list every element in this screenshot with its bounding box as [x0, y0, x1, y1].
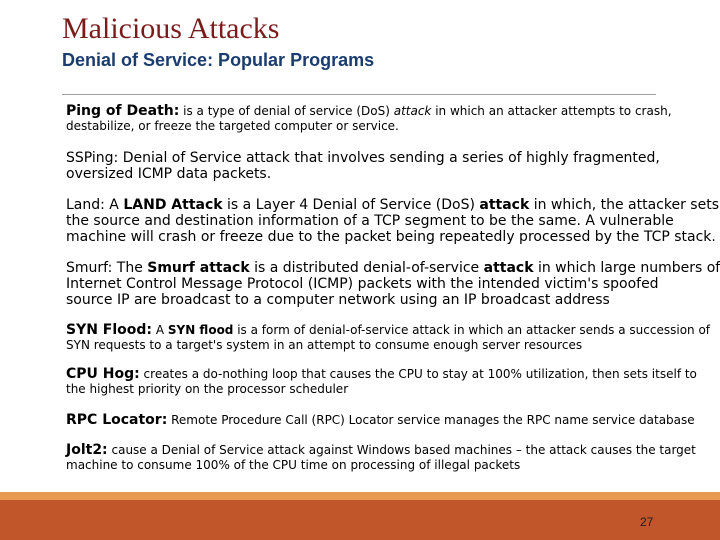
item-term: SSPing:	[66, 150, 119, 166]
divider-line	[62, 94, 656, 95]
item-ping-of-death: Ping of Death: is a type of denial of service (DoS) attack in which an attacker attempts to crash, destabilize, or freeze the targeted computer or service.	[66, 103, 672, 133]
slide-subtitle: Denial of Service: Popular Programs	[62, 50, 375, 70]
item-rpc-locator: RPC Locator: Remote Procedure Call (RPC) Locator service manages the RPC name service database	[66, 412, 695, 428]
item-term: Jolt2:	[66, 442, 108, 458]
item-land: Land: A LAND Attack is a Layer 4 Denial of Service (DoS) attack in which, the attacker sets the source and destination information of a TCP segment to be the same. A vulnerable machine will crash or freeze due to the packet being repeatedly processed by the TCP stack.	[66, 197, 719, 245]
item-ssping: SSPing: Denial of Service attack that involves sending a series of highly fragmented, oversized ICMP data packets.	[66, 150, 660, 182]
item-term: SYN Flood:	[66, 322, 153, 338]
item-term: Smurf:	[66, 260, 113, 276]
item-cpu-hog: CPU Hog: creates a do-nothing loop that causes the CPU to stay at 100% utilization, then sets itself to the highest priority on the processor scheduler	[66, 366, 697, 396]
slide-title: Malicious Attacks	[62, 12, 280, 45]
footer-bar	[0, 492, 720, 540]
item-term: RPC Locator:	[66, 412, 168, 428]
item-term: Ping of Death:	[66, 103, 180, 119]
item-smurf: Smurf: The Smurf attack is a distributed denial-of-service attack in which large numbers of Internet Control Message Protocol (ICMP) packets with the intended victim's spoofed source IP are broadcast to a computer network using an IP broadcast address	[66, 260, 720, 308]
item-term: CPU Hog:	[66, 366, 140, 382]
item-syn-flood: SYN Flood: A SYN flood is a form of denial-of-service attack in which an attacker sends a succession of SYN requests to a target's system in an attempt to consume enough server resources	[66, 322, 711, 352]
item-jolt2: Jolt2: cause a Denial of Service attack against Windows based machines – the attack causes the target machine to consume 100% of the CPU time on processing of illegal packets	[66, 442, 696, 472]
page-number: 27	[640, 515, 654, 529]
item-term: Land:	[66, 197, 105, 213]
